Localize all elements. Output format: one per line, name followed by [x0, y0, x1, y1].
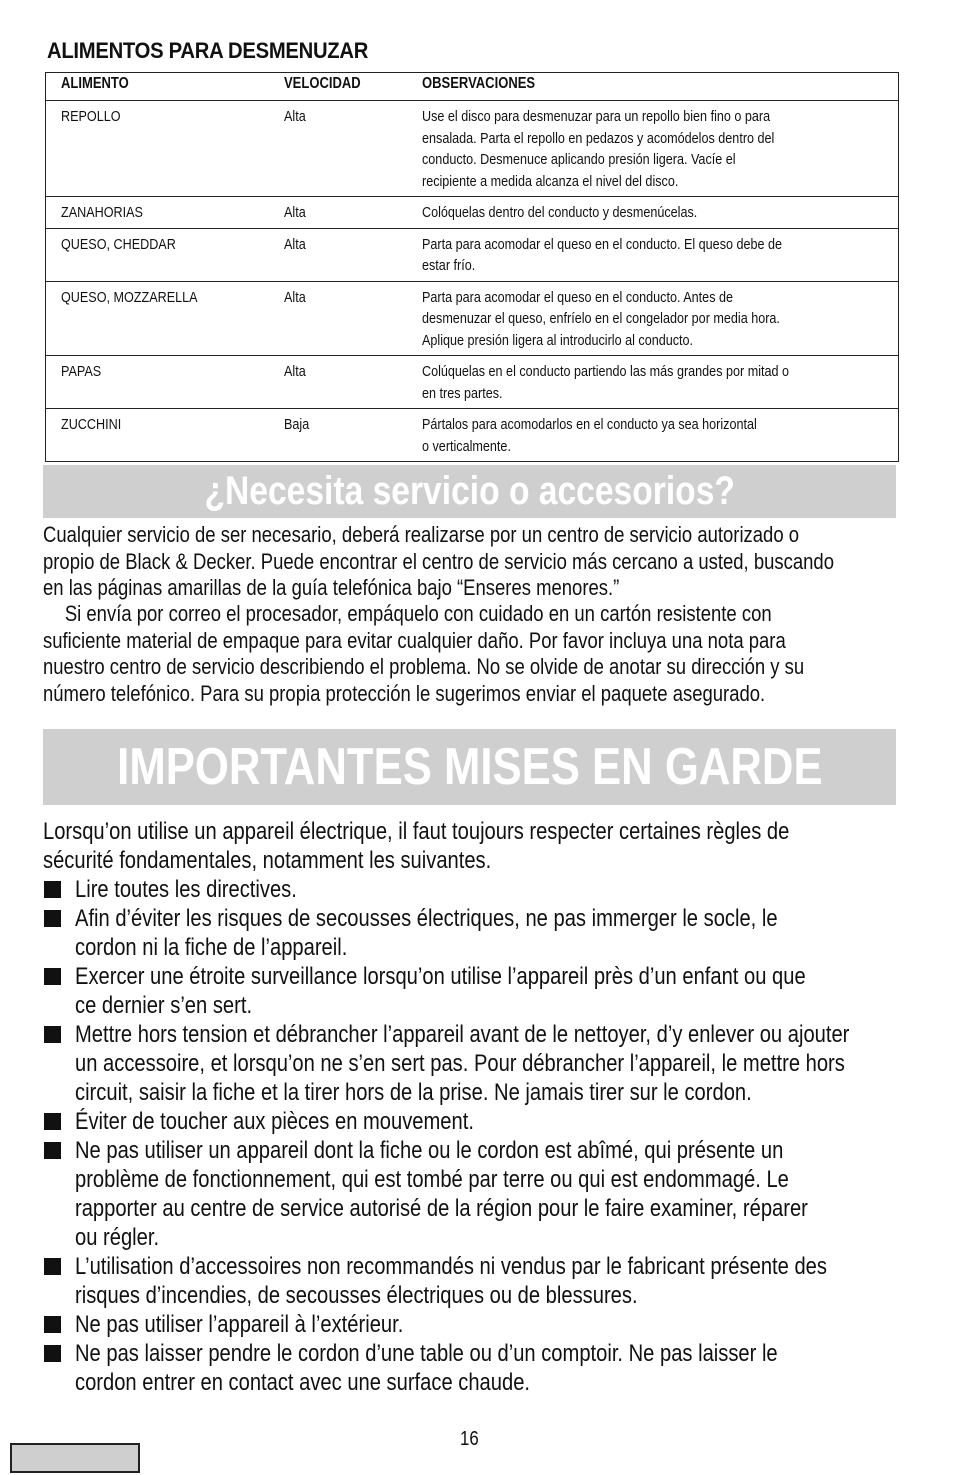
speed-cell: Alta — [284, 288, 306, 306]
warnings-intro: Lorsqu’on utilise un appareil électrique, il faut toujours respecter certaines règles de sécurité fondamentales, notamment les suivantes. — [43, 818, 790, 874]
food-cell: PAPAS — [61, 363, 102, 380]
footer-tab-box — [10, 1443, 140, 1473]
header-notes: OBSERVACIONES — [422, 75, 536, 92]
food-cell: QUESO, MOZZARELLA — [61, 288, 198, 306]
header-food: ALIMENTO — [61, 75, 129, 92]
service-paragraph-2: Si envía por correo el procesador, empáquelo con cuidado en un cartón resistente con suficiente material de empaque para evitar cualquier daño. Por favor incluya una nota para nuestro centro de servicio describiendo el problema. No se olvide de anotar su dirección y su número telefónico. Para su propia protección le sugerimos enviar el paquete asegurado. — [43, 601, 805, 706]
list-item: Exercer une étroite surveillance lorsqu’on utilise l’appareil près d’un enfant ou que ce dernier s’en sert. — [43, 962, 913, 1020]
bullet-square-icon — [44, 1113, 61, 1130]
bullet-square-icon — [44, 1345, 61, 1362]
table-row — [46, 408, 898, 461]
speed-cell: Alta — [284, 363, 306, 380]
bullet-square-icon — [44, 881, 61, 898]
bullet-square-icon — [44, 1142, 61, 1159]
notes-cell: Parta para acomodar el queso en el conducto. Antes de desmenuzar el queso, enfríelo en el congelador por media hora. Aplique presión ligera al introducirlo al conducto. — [422, 288, 780, 349]
warnings-heading-banner — [43, 729, 896, 805]
table-header-row — [46, 73, 898, 100]
notes-cell: Pártalos para acomodarlos en el conducto ya sea horizontal o verticalmente. — [422, 416, 757, 455]
table-row — [46, 228, 898, 281]
list-item: Ne pas utiliser un appareil dont la fiche ou le cordon est abîmé, qui présente un problème de fonctionnement, qui est tombé par terre ou qui est endommagé. Le rapporter au centre de service autorisé de la région pour le faire examiner, réparer ou régler. — [43, 1136, 913, 1252]
food-cell: ZUCCHINI — [61, 416, 122, 433]
notes-cell: Colúquelas en el conducto partiendo las más grandes por mitad o en tres partes. — [422, 363, 790, 402]
bullet-square-icon — [44, 1258, 61, 1275]
table-title: ALIMENTOS PARA DESMENUZAR — [47, 38, 369, 63]
warnings-heading: IMPORTANTES MISES EN GARDE — [116, 738, 823, 796]
notes-cell: Colóquelas dentro del conducto y desmenúcelas. — [422, 204, 698, 221]
table-row — [46, 196, 898, 228]
speed-cell: Baja — [284, 416, 310, 433]
food-cell: ZANAHORIAS — [61, 204, 143, 221]
speed-cell: Alta — [284, 204, 306, 221]
list-item: Mettre hors tension et débrancher l’appareil avant de le nettoyer, d’y enlever ou ajouter un accessoire, et lorsqu’on ne s’en sert pas. Pour débrancher l’appareil, le mettre hors circuit, saisir la fiche et la tirer hors de la prise. Ne jamais tirer sur le cordon. — [43, 1020, 913, 1107]
list-item: Éviter de toucher aux pièces en mouvement. — [43, 1107, 913, 1136]
speed-cell: Alta — [284, 108, 306, 125]
food-cell: QUESO, CHEDDAR — [61, 235, 176, 253]
service-heading-banner — [43, 465, 896, 518]
list-item: L’utilisation d’accessoires non recommandés ni vendus par le fabricant présente des risques d’incendies, de secousses électriques ou de blessures. — [43, 1252, 913, 1310]
page-number: 16 — [460, 1428, 479, 1450]
bullet-square-icon — [44, 1026, 61, 1043]
table-row — [46, 100, 898, 196]
notes-cell: Parta para acomodar el queso en el conducto. El queso debe de estar frío. — [422, 235, 783, 274]
bullet-square-icon — [44, 910, 61, 927]
table-row — [46, 281, 898, 356]
food-table — [45, 72, 899, 462]
warnings-list — [43, 875, 913, 1397]
list-item: Ne pas utiliser l’appareil à l’extérieur. — [43, 1310, 913, 1339]
food-cell: REPOLLO — [61, 108, 121, 125]
list-item: Ne pas laisser pendre le cordon d’une table ou d’un comptoir. Ne pas laisser le cordon entrer en contact avec une surface chaude. — [43, 1339, 913, 1397]
header-speed: VELOCIDAD — [284, 75, 361, 92]
speed-cell: Alta — [284, 235, 306, 253]
list-item: Afin d’éviter les risques de secousses électriques, ne pas immerger le socle, le cordon ni la fiche de l’appareil. — [43, 904, 913, 962]
service-heading: ¿Necesita servicio o accesorios? — [204, 469, 735, 513]
notes-cell: Use el disco para desmenuzar para un repollo bien fino o para ensalada. Parta el repollo en pedazos y acomódelos dentro del conducto. Desmenuce aplicando presión ligera. Vacíe el recipiente a medida alcanza el nivel del disco. — [422, 108, 775, 190]
table-row — [46, 355, 898, 408]
bullet-square-icon — [44, 1316, 61, 1333]
list-item: Lire toutes les directives. — [43, 875, 913, 904]
bullet-square-icon — [44, 968, 61, 985]
service-paragraph-1: Cualquier servicio de ser necesario, deberá realizarse por un centro de servicio autorizado o propio de Black & Decker. Puede encontrar el centro de servicio más cercano a usted, buscando en las páginas amarillas de la guía telefónica bajo “Enseres menores.” — [43, 522, 834, 600]
